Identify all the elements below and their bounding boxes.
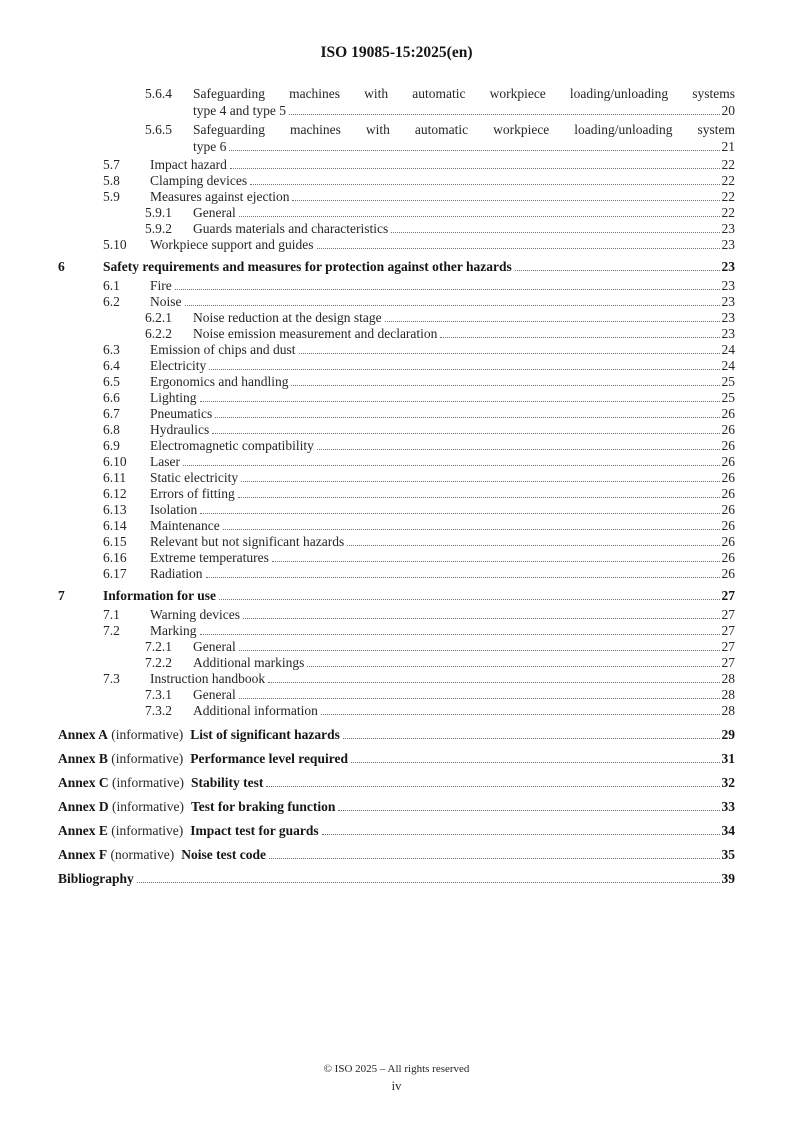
toc-entry-title: Extreme temperatures bbox=[150, 550, 269, 565]
toc-row bbox=[58, 422, 735, 438]
toc-row bbox=[58, 655, 735, 671]
toc-entry-number: 6.6 bbox=[103, 390, 120, 405]
annex-qualifier: (informative) bbox=[107, 823, 184, 838]
toc-dot-leader bbox=[200, 625, 720, 635]
toc-dot-leader bbox=[268, 673, 719, 683]
toc-row bbox=[58, 173, 735, 189]
toc-row bbox=[58, 607, 735, 623]
toc-entry-number: 6.2 bbox=[103, 294, 120, 309]
toc-dot-leader bbox=[317, 239, 720, 249]
toc-entry-title: Errors of fitting bbox=[150, 486, 235, 501]
toc-entry-number: 6.14 bbox=[103, 518, 127, 533]
toc-row bbox=[58, 278, 735, 294]
toc-entry-number: 6.1 bbox=[103, 278, 120, 293]
toc-entry-number: 6.5 bbox=[103, 374, 120, 389]
toc-row bbox=[58, 121, 735, 138]
toc-dot-leader bbox=[338, 801, 719, 811]
toc-dot-leader bbox=[215, 408, 719, 418]
toc-entry-title: Safeguarding machines with automatic workpiece loading/unloading system bbox=[193, 122, 735, 137]
toc-page-number: 26 bbox=[721, 518, 735, 533]
toc-entry-number: 6.10 bbox=[103, 454, 127, 469]
toc-page-number: 33 bbox=[721, 799, 735, 814]
toc-page-number: 26 bbox=[721, 550, 735, 565]
toc-entry-title: Additional markings bbox=[193, 655, 305, 670]
toc-dot-leader bbox=[239, 689, 720, 699]
toc-entry-title-continued: type 4 and type 5 bbox=[193, 103, 286, 118]
toc-entry-title: Fire bbox=[150, 278, 172, 293]
toc-dot-leader bbox=[351, 753, 720, 763]
toc-entry-title: Isolation bbox=[150, 502, 198, 517]
toc-page-number: 25 bbox=[721, 390, 735, 405]
toc-page-number: 29 bbox=[721, 727, 735, 742]
toc-entry-title: Workpiece support and guides bbox=[150, 237, 314, 252]
toc-dot-leader bbox=[238, 488, 720, 498]
toc-page-number: 31 bbox=[721, 751, 735, 766]
toc-entry-title: Electricity bbox=[150, 358, 207, 373]
toc-entry-number: 6.13 bbox=[103, 502, 127, 517]
annex-title: Impact test for guards bbox=[190, 823, 319, 838]
toc-row bbox=[58, 550, 735, 566]
toc-dot-leader bbox=[515, 261, 720, 271]
toc-entry-title: Measures against ejection bbox=[150, 189, 290, 204]
toc-dot-leader bbox=[269, 849, 720, 859]
toc-page-number: 24 bbox=[721, 342, 735, 357]
toc-entry-number: 6.11 bbox=[103, 470, 127, 485]
toc-dot-leader bbox=[223, 520, 720, 530]
toc-entry-number: 7.2.1 bbox=[145, 639, 172, 654]
toc-dot-leader bbox=[175, 280, 720, 290]
toc-row bbox=[58, 751, 735, 767]
toc-dot-leader bbox=[183, 456, 720, 466]
toc-entry-number: 7.3 bbox=[103, 671, 120, 686]
toc-entry-number: 6.7 bbox=[103, 406, 120, 421]
toc-entry-title: General bbox=[193, 205, 236, 220]
toc-row bbox=[58, 157, 735, 173]
toc-dot-leader bbox=[243, 609, 719, 619]
toc-page-number: 23 bbox=[721, 294, 735, 309]
toc-entry-number: 6.15 bbox=[103, 534, 127, 549]
toc-entry-number: 5.10 bbox=[103, 237, 127, 252]
toc-page-number: 35 bbox=[721, 847, 735, 862]
page-number: iv bbox=[391, 1079, 402, 1093]
toc-dot-leader bbox=[307, 657, 719, 667]
toc-entry-title: Emission of chips and dust bbox=[150, 342, 296, 357]
toc-row bbox=[58, 823, 735, 839]
toc-dot-leader bbox=[185, 296, 720, 306]
toc-entry-number: 7.1 bbox=[103, 607, 120, 622]
toc-page-number: 26 bbox=[721, 454, 735, 469]
toc-row bbox=[58, 588, 735, 604]
toc-entry-number: 6.3 bbox=[103, 342, 120, 357]
toc-page-number: 26 bbox=[721, 438, 735, 453]
toc-row bbox=[58, 102, 735, 119]
toc-page-number: 26 bbox=[721, 470, 735, 485]
annex-title: Test for braking function bbox=[191, 799, 336, 814]
toc-row bbox=[58, 470, 735, 486]
toc-row bbox=[58, 639, 735, 655]
toc-entry-title: General bbox=[193, 687, 236, 702]
toc-page-number: 28 bbox=[721, 671, 735, 686]
toc-dot-leader bbox=[299, 344, 720, 354]
toc-entry-number: 6 bbox=[58, 259, 65, 274]
toc-row bbox=[58, 358, 735, 374]
toc-page-number: 21 bbox=[721, 139, 735, 154]
toc-row bbox=[58, 799, 735, 815]
toc-entry-number: 7.2 bbox=[103, 623, 120, 638]
toc-page-number: 23 bbox=[721, 237, 735, 252]
toc-page-number: 23 bbox=[721, 310, 735, 325]
toc-dot-leader bbox=[322, 825, 720, 835]
toc-page-number: 26 bbox=[721, 566, 735, 581]
toc-entry-number: 6.9 bbox=[103, 438, 120, 453]
annex-label: Annex E bbox=[58, 823, 108, 838]
toc-entry-number: 5.7 bbox=[103, 157, 120, 172]
toc-dot-leader bbox=[206, 568, 720, 578]
annex-label: Annex B bbox=[58, 751, 108, 766]
toc-dot-leader bbox=[219, 590, 720, 600]
toc-entry-title: Noise emission measurement and declaration bbox=[193, 326, 438, 341]
toc-entry-title: Marking bbox=[150, 623, 197, 638]
toc-entry-number: 6.17 bbox=[103, 566, 127, 581]
annex-qualifier: (normative) bbox=[107, 847, 175, 862]
toc-row bbox=[58, 85, 735, 102]
toc-dot-leader bbox=[229, 141, 719, 151]
toc-page-number: 39 bbox=[721, 871, 735, 886]
toc-page-number: 27 bbox=[721, 623, 735, 638]
toc-entry-title: Information for use bbox=[103, 588, 216, 603]
annex-label: Annex C bbox=[58, 775, 109, 790]
toc-dot-leader bbox=[200, 504, 719, 514]
toc-dot-leader bbox=[272, 552, 720, 562]
toc-dot-leader bbox=[289, 105, 720, 115]
toc-row bbox=[58, 687, 735, 703]
toc-entry-number: 6.2.1 bbox=[145, 310, 172, 325]
toc-dot-leader bbox=[292, 191, 719, 201]
toc-entry-number: 6.16 bbox=[103, 550, 127, 565]
toc-entry-title: General bbox=[193, 639, 236, 654]
toc-row bbox=[58, 221, 735, 237]
toc-page-number: 32 bbox=[721, 775, 735, 790]
toc-page-number: 28 bbox=[721, 687, 735, 702]
annex-qualifier: (informative) bbox=[107, 727, 184, 742]
annex-label: Annex F bbox=[58, 847, 108, 862]
toc-dot-leader bbox=[321, 705, 720, 715]
toc-page-number: 34 bbox=[721, 823, 735, 838]
annex-qualifier: (informative) bbox=[107, 751, 184, 766]
toc-dot-leader bbox=[209, 360, 719, 370]
toc-dot-leader bbox=[266, 777, 719, 787]
toc-page-number: 22 bbox=[721, 173, 735, 188]
toc-entry-title: Pneumatics bbox=[150, 406, 213, 421]
toc-entry-number: 7.3.1 bbox=[145, 687, 172, 702]
toc-dot-leader bbox=[212, 424, 719, 434]
toc-row bbox=[58, 871, 735, 887]
toc-page-number: 27 bbox=[721, 588, 735, 603]
toc-row bbox=[58, 502, 735, 518]
annex-qualifier: (informative) bbox=[108, 799, 184, 814]
toc-dot-leader bbox=[239, 207, 720, 217]
toc-row bbox=[58, 237, 735, 253]
toc-entry-number: 7 bbox=[58, 588, 65, 603]
toc-entry-title: Warning devices bbox=[150, 607, 241, 622]
toc-row bbox=[58, 566, 735, 582]
toc-row bbox=[58, 342, 735, 358]
toc-entry-title: Radiation bbox=[150, 566, 203, 581]
toc-entry-title: Hydraulics bbox=[150, 422, 210, 437]
toc-entry-title: Instruction handbook bbox=[150, 671, 266, 686]
toc-row bbox=[58, 486, 735, 502]
toc-dot-leader bbox=[250, 175, 719, 185]
toc-entry-title: Additional information bbox=[193, 703, 318, 718]
toc-dot-leader bbox=[347, 536, 719, 546]
toc-page-number: 23 bbox=[721, 221, 735, 236]
toc-entry-title: Electromagnetic compatibility bbox=[150, 438, 314, 453]
toc-page-number: 26 bbox=[721, 486, 735, 501]
toc-entry-title: Safeguarding machines with automatic workpiece loading/unloading systems bbox=[193, 86, 735, 101]
toc-entry-number: 6.2.2 bbox=[145, 326, 172, 341]
toc-row bbox=[58, 534, 735, 550]
toc-row bbox=[58, 727, 735, 743]
toc-entry-title: Noise reduction at the design stage bbox=[193, 310, 382, 325]
toc-page-number: 24 bbox=[721, 358, 735, 373]
annex-title: List of significant hazards bbox=[190, 727, 340, 742]
toc-row bbox=[58, 326, 735, 342]
toc-page-number: 23 bbox=[721, 278, 735, 293]
toc-dot-leader bbox=[230, 159, 720, 169]
toc-page-number: 25 bbox=[721, 374, 735, 389]
toc-entry-title-continued: type 6 bbox=[193, 139, 227, 154]
toc-page-number: 26 bbox=[721, 406, 735, 421]
bibliography-title: Bibliography bbox=[58, 871, 134, 886]
toc-page-number: 26 bbox=[721, 534, 735, 549]
toc-page-number: 27 bbox=[721, 655, 735, 670]
toc-entry-title: Lighting bbox=[150, 390, 197, 405]
toc-entry-number: 6.12 bbox=[103, 486, 127, 501]
toc-row bbox=[58, 310, 735, 326]
toc-row bbox=[58, 454, 735, 470]
toc-page-number: 23 bbox=[721, 326, 735, 341]
toc-page-number: 28 bbox=[721, 703, 735, 718]
toc-row bbox=[58, 189, 735, 205]
toc-row bbox=[58, 518, 735, 534]
toc-row bbox=[58, 294, 735, 310]
toc-row bbox=[58, 623, 735, 639]
toc-entry-title: Clamping devices bbox=[150, 173, 248, 188]
toc-page-number: 26 bbox=[721, 502, 735, 517]
toc-page-number: 20 bbox=[721, 103, 735, 118]
toc-entry-number: 5.6.4 bbox=[145, 86, 172, 101]
toc-dot-leader bbox=[291, 376, 719, 386]
toc-page-number: 27 bbox=[721, 639, 735, 654]
toc-row bbox=[58, 259, 735, 275]
toc-row bbox=[58, 671, 735, 687]
toc-entry-number: 6.8 bbox=[103, 422, 120, 437]
annex-label: Annex A bbox=[58, 727, 108, 742]
toc-entry-title: Safety requirements and measures for protection against other hazards bbox=[103, 259, 512, 274]
toc-entry-number: 5.9 bbox=[103, 189, 120, 204]
toc-row bbox=[58, 205, 735, 221]
toc-entry-title: Guards materials and characteristics bbox=[193, 221, 389, 236]
toc-row bbox=[58, 847, 735, 863]
document-header-title: ISO 19085-15:2025(en) bbox=[320, 44, 473, 61]
toc-row bbox=[58, 703, 735, 719]
toc-dot-leader bbox=[385, 312, 720, 322]
toc-entry-title: Ergonomics and handling bbox=[150, 374, 289, 389]
annex-title: Stability test bbox=[191, 775, 264, 790]
toc-dot-leader bbox=[241, 472, 719, 482]
toc-dot-leader bbox=[137, 873, 720, 883]
toc-entry-title: Static electricity bbox=[150, 470, 239, 485]
toc-dot-leader bbox=[343, 729, 720, 739]
toc-row bbox=[58, 138, 735, 155]
toc bbox=[58, 84, 735, 887]
toc-entry-title: Impact hazard bbox=[150, 157, 227, 172]
annex-label: Annex D bbox=[58, 799, 109, 814]
toc-page-number: 22 bbox=[721, 189, 735, 204]
toc-dot-leader bbox=[440, 328, 719, 338]
toc-row bbox=[58, 438, 735, 454]
toc-entry-number: 7.3.2 bbox=[145, 703, 172, 718]
toc-entry-number: 7.2.2 bbox=[145, 655, 172, 670]
toc-entry-title: Relevant but not significant hazards bbox=[150, 534, 345, 549]
toc-page-number: 27 bbox=[721, 607, 735, 622]
toc-entry-title: Noise bbox=[150, 294, 182, 309]
annex-title: Noise test code bbox=[181, 847, 266, 862]
toc-row bbox=[58, 374, 735, 390]
toc-entry-title: Laser bbox=[150, 454, 180, 469]
toc-row bbox=[58, 390, 735, 406]
document-footer bbox=[0, 1063, 793, 1094]
toc-dot-leader bbox=[317, 440, 720, 450]
toc-row bbox=[58, 406, 735, 422]
toc-entry-number: 6.4 bbox=[103, 358, 120, 373]
toc-dot-leader bbox=[391, 223, 719, 233]
toc-page-number: 23 bbox=[721, 259, 735, 274]
toc-dot-leader bbox=[239, 641, 720, 651]
toc-entry-title: Maintenance bbox=[150, 518, 220, 533]
toc-entry-number: 5.9.1 bbox=[145, 205, 172, 220]
toc-page-number: 22 bbox=[721, 157, 735, 172]
toc-entry-number: 5.9.2 bbox=[145, 221, 172, 236]
toc-dot-leader bbox=[200, 392, 720, 402]
toc-entry-number: 5.6.5 bbox=[145, 122, 172, 137]
annex-qualifier: (informative) bbox=[108, 775, 184, 790]
annex-title: Performance level required bbox=[190, 751, 348, 766]
copyright-notice: © ISO 2025 – All rights reserved bbox=[323, 1063, 470, 1075]
toc-page-number: 22 bbox=[721, 205, 735, 220]
toc-entry-number: 5.8 bbox=[103, 173, 120, 188]
toc-page-number: 26 bbox=[721, 422, 735, 437]
toc-row bbox=[58, 775, 735, 791]
